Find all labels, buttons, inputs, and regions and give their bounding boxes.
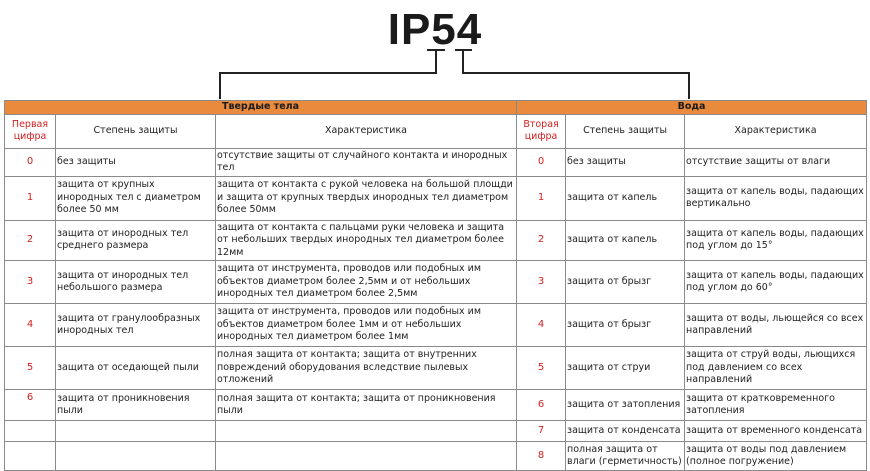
first-digit-cell: 3	[5, 261, 56, 304]
first-digit-cell: 6	[5, 390, 56, 421]
table-row	[5, 148, 867, 176]
header-degree-solid: Степень защиты	[56, 114, 216, 148]
second-digit-cell: 6	[517, 390, 566, 421]
first-digit-cell	[5, 442, 56, 471]
ip-rating-table	[4, 100, 867, 471]
table-row	[5, 442, 867, 471]
solid-protection-cell	[56, 421, 216, 442]
solid-characteristic-cell	[216, 442, 517, 471]
second-digit-cell: 7	[517, 421, 566, 442]
solid-protection-cell: защита от проникновения пыли	[56, 390, 216, 421]
page-title: IP54	[387, 5, 483, 54]
header-characteristic-solid: Характеристика	[216, 114, 517, 148]
table-row	[5, 304, 867, 347]
solid-protection-cell	[56, 442, 216, 471]
bracket-connectors	[0, 0, 870, 100]
water-characteristic-cell: защита от временного конденсата	[685, 421, 867, 442]
section-water: Вода	[517, 101, 867, 115]
water-protection-cell: защита от конденсата	[566, 421, 685, 442]
table-row	[5, 390, 867, 421]
second-digit-cell: 0	[517, 148, 566, 176]
solid-characteristic-cell: отсутствие защиты от случайного контакта и инородных тел	[216, 148, 517, 176]
header-row	[5, 114, 867, 148]
solid-protection-cell: защита от оседающей пыли	[56, 347, 216, 390]
water-protection-cell: защита от капель	[566, 220, 685, 261]
solid-bracket	[220, 50, 436, 99]
second-digit-cell: 2	[517, 220, 566, 261]
solid-characteristic-cell: полная защита от контакта; защита от внутренних повреждений оборудования вследствие пылевых отложений	[216, 347, 517, 390]
first-digit-cell: 0	[5, 148, 56, 176]
table-row	[5, 261, 867, 304]
solid-characteristic-cell: защита от инструмента, проводов или подобных им объектов диаметром более 1мм и от небольших инородных тел диаметром более 1мм	[216, 304, 517, 347]
header-second-digit: Вторая цифра	[517, 114, 566, 148]
first-digit-cell: 2	[5, 220, 56, 261]
first-digit-cell: 5	[5, 347, 56, 390]
water-characteristic-cell: защита от воды, льющейся со всех направлений	[685, 304, 867, 347]
table-row	[5, 421, 867, 442]
water-protection-cell: полная защита от влаги (герметичность)	[566, 442, 685, 471]
water-characteristic-cell: защита от воды под давлением (полное погружение)	[685, 442, 867, 471]
water-protection-cell: защита от брызг	[566, 261, 685, 304]
solid-protection-cell: защита от инородных тел среднего размера	[56, 220, 216, 261]
solid-protection-cell: защита от гранулообразных инородных тел	[56, 304, 216, 347]
solid-protection-cell: без защиты	[56, 148, 216, 176]
first-digit-cell	[5, 421, 56, 442]
header-characteristic-water: Характеристика	[685, 114, 867, 148]
water-characteristic-cell: защита от капель воды, падающих под углом до 15°	[685, 220, 867, 261]
solid-protection-cell: защита от крупных инородных тел с диаметром более 50 мм	[56, 176, 216, 220]
solid-characteristic-cell	[216, 421, 517, 442]
table-row	[5, 347, 867, 390]
water-characteristic-cell: отсутствие защиты от влаги	[685, 148, 867, 176]
table-row	[5, 176, 867, 220]
first-digit-cell: 4	[5, 304, 56, 347]
water-protection-cell: защита от затопления	[566, 390, 685, 421]
water-protection-cell: без защиты	[566, 148, 685, 176]
header-first-digit: Первая цифра	[5, 114, 56, 148]
water-protection-cell: защита от брызг	[566, 304, 685, 347]
section-solid: Твердые тела	[5, 101, 517, 115]
solid-characteristic-cell: защита от инструмента, проводов или подобных им объектов диаметром более 2,5мм и от небольших инородных тел диаметром более 2,5мм	[216, 261, 517, 304]
second-digit-cell: 1	[517, 176, 566, 220]
table-row	[5, 220, 867, 261]
water-characteristic-cell: защита от кратковременного затопления	[685, 390, 867, 421]
first-digit-cell: 1	[5, 176, 56, 220]
water-bracket	[463, 50, 689, 99]
water-protection-cell: защита от струи	[566, 347, 685, 390]
solid-characteristic-cell: полная защита от контакта; защита от проникновения пыли	[216, 390, 517, 421]
water-characteristic-cell: защита от струй воды, льющихся под давлением со всех направлений	[685, 347, 867, 390]
second-digit-cell: 8	[517, 442, 566, 471]
water-characteristic-cell: защита от капель воды, падающих под углом до 60°	[685, 261, 867, 304]
section-band	[5, 101, 867, 115]
solid-characteristic-cell: защита от контакта с рукой человека на большой площди и защита от крупных твердых инородных тел диаметром более 50мм	[216, 176, 517, 220]
water-protection-cell: защита от капель	[566, 176, 685, 220]
second-digit-cell: 4	[517, 304, 566, 347]
solid-protection-cell: защита от инородных тел небольшого размера	[56, 261, 216, 304]
solid-characteristic-cell: защита от контакта с пальцами руки человека и защита от небольших твердых инородных тел диаметром более 12мм	[216, 220, 517, 261]
water-characteristic-cell: защита от капель воды, падающих вертикально	[685, 176, 867, 220]
second-digit-cell: 5	[517, 347, 566, 390]
second-digit-cell: 3	[517, 261, 566, 304]
header-degree-water: Степень защиты	[566, 114, 685, 148]
